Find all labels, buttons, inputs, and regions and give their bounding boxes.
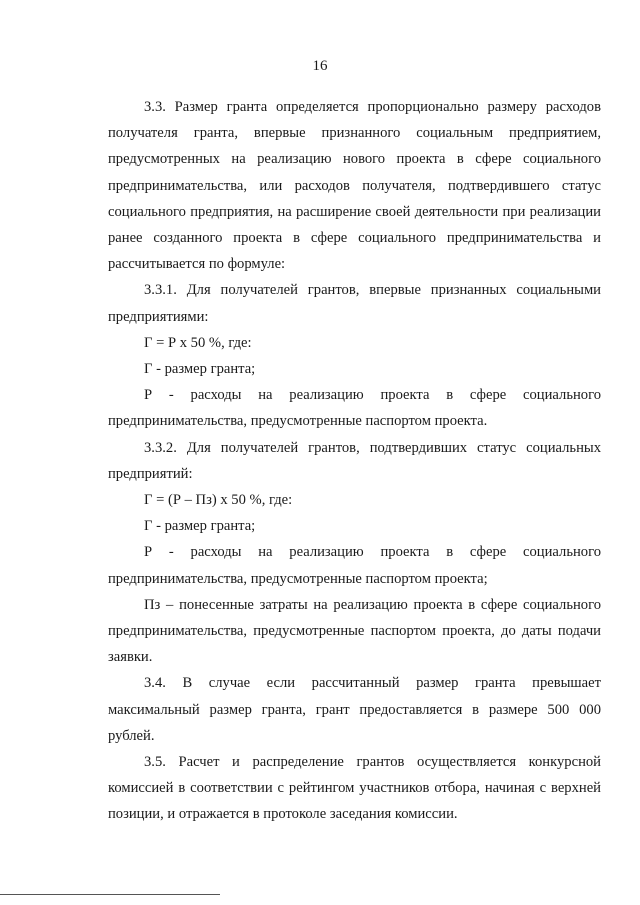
page-number: 16 [312,58,328,74]
formula-second-expenses-definition: Р - расходы на реализацию проекта в сфере социального предпринимательства, предусмотренные паспортом проекта; [108,544,601,587]
footer-rule [0,894,220,895]
formula-first-expenses-definition: Р - расходы на реализацию проекта в сфере социального предпринимательства, предусмотренные паспортом проекта. [108,387,601,430]
paragraph-3-3-2: 3.3.2. Для получателей грантов, подтвердивших статус социальных предприятий: [108,439,601,482]
formula-second: Г = (Р – Пз) x 50 %, где: [144,492,293,509]
paragraph-3-3-1: 3.3.1. Для получателей грантов, впервые признанных социальными предприятиями: [108,282,601,325]
paragraph-3-4: 3.4. В случае если рассчитанный размер гранта превышает максимальный размер гранта, грант предоставляется в размере 500 000 рублей. [108,675,601,744]
formula-second-costs-definition: Пз – понесенные затраты на реализацию проекта в сфере социального предпринимательства, предусмотренные паспортом проекта, до даты подачи заявки. [108,596,601,666]
formula-first: Г = Р x 50 %, где: [144,334,252,351]
paragraph-3-5: 3.5. Расчет и распределение грантов осуществляется конкурсной комиссией в соответствии с рейтингом участников отбора, начиная с верхней позиции, и отражается в протоколе заседания комиссии. [108,754,601,823]
formula-first-grant-definition: Г - размер гранта; [144,361,256,378]
formula-second-grant-definition: Г - размер гранта; [144,518,256,535]
document-body [108,94,601,828]
paragraph-3-3: 3.3. Размер гранта определяется пропорционально размеру расходов получателя гранта, впервые признанного социальным предприятием, предусмотренных на реализацию нового проекта в сфере социального предпринимательства, или расходов получателя, подтвердившего статус социального предприятия, на расширение своей деятельности при реализации ранее созданного проекта в сфере социального предпринимательства и рассчитывается по формуле: [108,99,601,273]
